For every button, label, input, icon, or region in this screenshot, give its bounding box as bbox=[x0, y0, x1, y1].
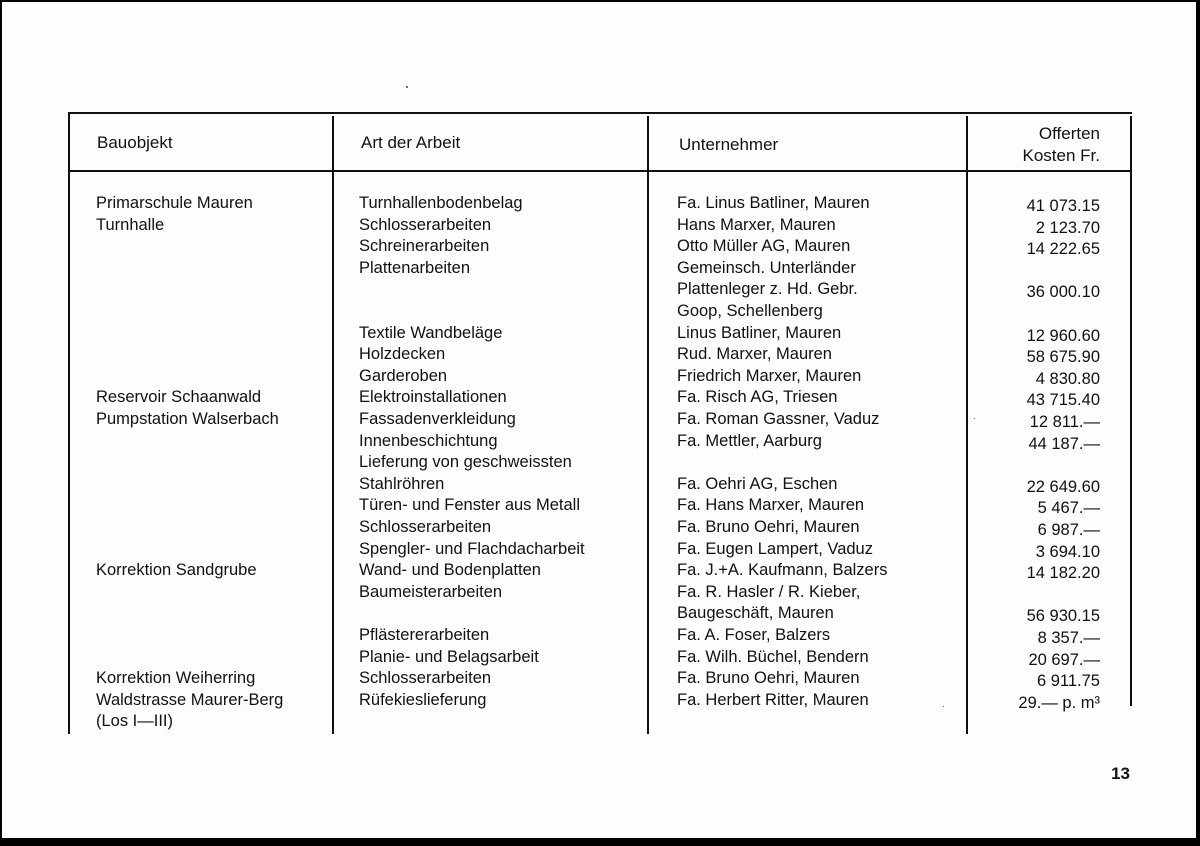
kosten-cell: 4 830.80 bbox=[1035, 369, 1100, 388]
art-der-arbeit-cell: Holzdecken bbox=[359, 345, 446, 364]
document-page bbox=[2, 2, 1196, 838]
art-der-arbeit-cell: Fassadenverkleidung bbox=[359, 410, 516, 428]
art-der-arbeit-cell: Spengler- und Flachdacharbeit bbox=[359, 539, 585, 558]
header-unternehmer: Unternehmer bbox=[679, 135, 779, 154]
unternehmer-cell: Fa. Eugen Lampert, Vaduz bbox=[677, 539, 873, 558]
art-der-arbeit-cell: Schlosserarbeiten bbox=[359, 669, 492, 688]
kosten-cell: 5 467.— bbox=[1037, 499, 1100, 518]
unternehmer-cell: Fa. Herbert Ritter, Mauren bbox=[677, 690, 869, 709]
kosten-cell: 41 073.15 bbox=[1026, 197, 1100, 215]
unternehmer-cell: Fa. Bruno Oehri, Mauren bbox=[677, 518, 860, 536]
header-bottom-rule bbox=[68, 170, 1132, 172]
kosten-cell: 14 222.65 bbox=[1026, 240, 1100, 259]
unternehmer-cell: Fa. Roman Gassner, Vaduz bbox=[677, 410, 880, 428]
unternehmer-cell: Baugeschäft, Mauren bbox=[677, 604, 834, 623]
bauobjekt-cell: Pumpstation Walserbach bbox=[96, 410, 279, 428]
page-number: 13 bbox=[1111, 764, 1130, 783]
unternehmer-cell: Fa. Bruno Oehri, Mauren bbox=[677, 669, 860, 688]
column-rule-3 bbox=[647, 116, 649, 734]
art-der-arbeit-cell: Plattenarbeiten bbox=[359, 258, 470, 277]
unternehmer-cell: Fa. J.+A. Kaufmann, Balzers bbox=[677, 561, 888, 580]
bauobjekt-cell: Korrektion Sandgrube bbox=[96, 561, 257, 580]
unternehmer-cell: Fa. R. Hasler / R. Kieber, bbox=[677, 582, 861, 601]
art-der-arbeit-cell: Turnhallenbodenbelag bbox=[359, 194, 523, 212]
scan-speck bbox=[943, 706, 944, 707]
kosten-cell: 44 187.— bbox=[1028, 434, 1100, 453]
bauobjekt-cell: Reservoir Schaanwald bbox=[96, 388, 262, 407]
kosten-cell: 12 960.60 bbox=[1026, 326, 1100, 345]
art-der-arbeit-cell: Schlosserarbeiten bbox=[359, 215, 492, 234]
unternehmer-cell: Goop, Schellenberg bbox=[677, 302, 823, 320]
column-rule-2 bbox=[332, 116, 334, 734]
art-der-arbeit-cell: Schlosserarbeiten bbox=[359, 518, 492, 536]
kosten-cell: 8 357.— bbox=[1037, 629, 1100, 647]
kosten-cell: 43 715.40 bbox=[1026, 391, 1100, 410]
kosten-cell: 12 811.— bbox=[1029, 413, 1100, 431]
kosten-cell: 3 694.10 bbox=[1035, 542, 1100, 561]
art-der-arbeit-cell: Innenbeschichtung bbox=[359, 431, 498, 450]
art-der-arbeit-cell: Planie- und Belagsarbeit bbox=[359, 647, 539, 666]
unternehmer-cell: Fa. Oehri AG, Eschen bbox=[677, 474, 838, 493]
kosten-cell: 36 000.10 bbox=[1026, 283, 1100, 302]
art-der-arbeit-cell: Elektroinstallationen bbox=[359, 388, 507, 407]
art-der-arbeit-cell: Pflästererarbeiten bbox=[359, 626, 490, 644]
column-rule-4 bbox=[966, 116, 968, 734]
unternehmer-cell: Fa. Hans Marxer, Mauren bbox=[677, 496, 865, 515]
unternehmer-cell: Fa. Mettler, Aarburg bbox=[677, 431, 822, 450]
art-der-arbeit-cell: Garderoben bbox=[359, 366, 448, 385]
header-kosten: Kosten Fr. bbox=[1022, 146, 1100, 165]
unternehmer-cell: Otto Müller AG, Mauren bbox=[677, 237, 851, 256]
kosten-cell: 56 930.15 bbox=[1026, 607, 1100, 626]
art-der-arbeit-cell: Stahlröhren bbox=[359, 474, 445, 493]
bauobjekt-cell: Primarschule Mauren bbox=[96, 194, 253, 212]
column-rule-5 bbox=[1130, 116, 1132, 706]
table-top-rule bbox=[68, 112, 1132, 114]
unternehmer-cell: Plattenleger z. Hd. Gebr. bbox=[677, 280, 858, 299]
scan-speck bbox=[406, 86, 408, 88]
bauobjekt-cell: Korrektion Weiherring bbox=[96, 669, 256, 688]
art-der-arbeit-cell: Türen- und Fenster aus Metall bbox=[359, 496, 581, 515]
unternehmer-cell: Gemeinsch. Unterländer bbox=[677, 258, 856, 277]
unternehmer-cell: Fa. Risch AG, Triesen bbox=[677, 388, 838, 407]
unternehmer-cell: Friedrich Marxer, Mauren bbox=[677, 366, 862, 385]
unternehmer-cell: Fa. Linus Batliner, Mauren bbox=[677, 194, 870, 212]
art-der-arbeit-cell: Wand- und Bodenplatten bbox=[359, 561, 541, 580]
kosten-cell: 14 182.20 bbox=[1026, 564, 1100, 583]
scan-speck bbox=[974, 418, 975, 419]
kosten-cell: 20 697.— bbox=[1028, 650, 1100, 669]
unternehmer-cell: Rud. Marxer, Mauren bbox=[677, 345, 832, 364]
kosten-cell: 22 649.60 bbox=[1026, 477, 1100, 496]
kosten-cell: 6 911.75 bbox=[1036, 672, 1100, 691]
bauobjekt-cell: (Los I—III) bbox=[96, 712, 174, 731]
column-rule-1 bbox=[68, 112, 70, 734]
bauobjekt-cell: Turnhalle bbox=[96, 215, 165, 234]
bauobjekt-cell: Waldstrasse Maurer-Berg bbox=[96, 690, 284, 709]
kosten-cell: 2 123.70 bbox=[1035, 218, 1100, 237]
unternehmer-cell: Hans Marxer, Mauren bbox=[677, 215, 836, 234]
kosten-cell: 6 987.— bbox=[1037, 521, 1100, 539]
unternehmer-cell: Linus Batliner, Mauren bbox=[677, 323, 842, 342]
unternehmer-cell: Fa. A. Foser, Balzers bbox=[677, 626, 831, 644]
kosten-cell: 58 675.90 bbox=[1026, 348, 1100, 367]
header-offerten: Offerten bbox=[1038, 124, 1100, 143]
art-der-arbeit-cell: Textile Wandbeläge bbox=[359, 323, 503, 342]
kosten-cell: 29.— p. m³ bbox=[1018, 693, 1100, 712]
art-der-arbeit-cell: Baumeisterarbeiten bbox=[359, 582, 503, 601]
header-bauobjekt: Bauobjekt bbox=[97, 133, 173, 152]
header-art-der-arbeit: Art der Arbeit bbox=[361, 133, 461, 152]
art-der-arbeit-cell: Lieferung von geschweissten bbox=[359, 453, 572, 472]
unternehmer-cell: Fa. Wilh. Büchel, Bendern bbox=[677, 647, 869, 666]
art-der-arbeit-cell: Rüfekieslieferung bbox=[359, 690, 487, 709]
art-der-arbeit-cell: Schreinerarbeiten bbox=[359, 237, 490, 256]
